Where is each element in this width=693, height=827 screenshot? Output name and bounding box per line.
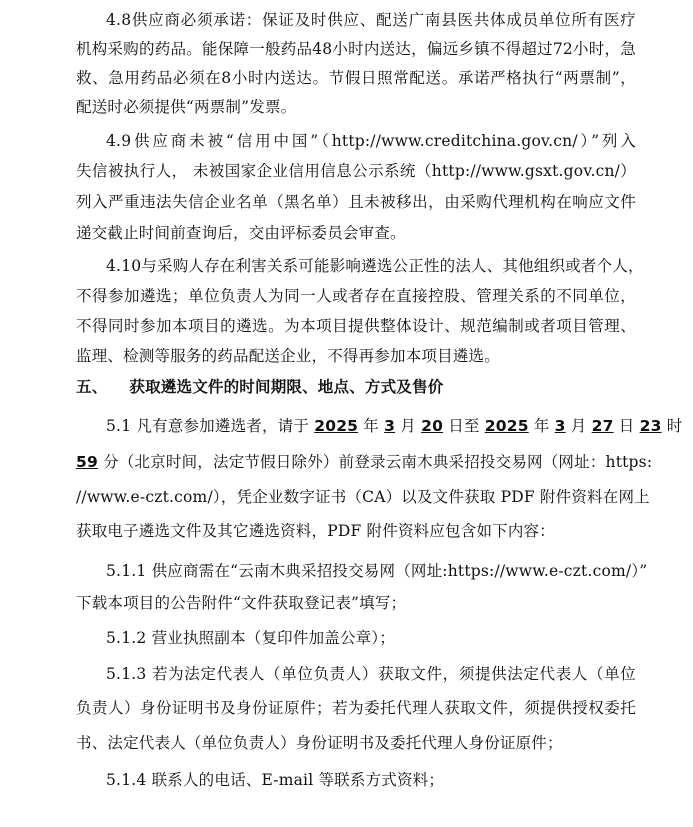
para-4-9-line-1: 4.9供应商未被“信用中国”（http://www.creditchina.gov.cn/）”列入 [106, 132, 636, 150]
para-5-1-prefix: 5.1 凡有意参加遴选者，请于 [106, 417, 315, 435]
end-hour: 23 [639, 417, 662, 435]
start-month: 3 [384, 417, 396, 435]
text-year-2: 年 [528, 417, 555, 435]
para-4-10-line-3: 不得同时参加本项目的遴选。为本项目提供整体设计、规范编制或者项目管理、 [76, 317, 636, 335]
para-5-1-line-2-rest: 分（北京时间，法定节假日除外）前登录云南木典采招投交易网（网址：https: [97, 453, 653, 471]
start-day: 20 [421, 417, 444, 435]
para-4-9-line-4: 递交截止时间前查询后，交由评标委员会审查。 [76, 224, 406, 242]
text-month-2: 月 [565, 417, 592, 435]
para-4-10-line-4: 监理、检测等服务的药品配送企业，不得再参加本项目遴选。 [76, 347, 500, 365]
para-4-10-line-1: 4.10与采购人存在利害关系可能影响遴选公正性的法人、其他组织或者个人， [106, 257, 644, 275]
para-4-8-line-1: 4.8供应商必须承诺：保证及时供应、配送广南县医共体成员单位所有医疗 [106, 11, 636, 29]
para-5-1-line-4: 获取电子遴选文件及其它遴选资料，PDF 附件资料应包含如下内容： [76, 522, 555, 540]
start-year: 2025 [314, 417, 359, 435]
para-5-1-line-2 [76, 452, 653, 472]
section-number: 五、 [76, 378, 108, 396]
para-4-8-line-4: 配送时必须提供“两票制”发票。 [76, 98, 297, 116]
para-5-1-3-line-3: 书、法定代表人（单位负责人）身份证明书及委托代理人身份证原件； [76, 734, 563, 752]
end-month: 3 [554, 417, 566, 435]
text-hour: 时 [661, 417, 683, 435]
para-5-1-1-line-1: 5.1.1 供应商需在“云南木典采招投交易网（网址:https://www.e-czt.com/）” [106, 562, 648, 580]
section-heading-5 [76, 377, 636, 397]
para-5-1-3-line-1: 5.1.3 若为法定代表人（单位负责人）获取文件，须提供法定代表人（单位 [106, 665, 636, 683]
end-day: 27 [591, 417, 614, 435]
para-5-1-line-3: //www.e-czt.com/），凭企业数字证书（CA）以及文件获取 PDF 附件资料在网上 [76, 488, 650, 506]
end-minute: 59 [76, 453, 98, 471]
text-year: 年 [358, 417, 385, 435]
para-4-9-line-2: 失信被执行人， 未被国家企业信用信息公示系统（http://www.gsxt.gov.cn/） [76, 162, 636, 180]
text-day-2: 日 [613, 417, 640, 435]
para-5-1-1-line-2: 下载本项目的公告附件“文件获取登记表”填写； [76, 594, 407, 612]
section-title: 获取遴选文件的时间期限、地点、方式及售价 [129, 378, 444, 396]
para-4-9-line-3: 列入严重违法失信企业名单（黑名单）且未被移出，由采购代理机构在响应文件 [76, 193, 636, 211]
para-4-10-line-2: 不得参加遴选；单位负责人为同一人或者存在直接控股、管理关系的不同单位， [76, 287, 636, 305]
para-5-1-3-line-2: 负责人）身份证明书及身份证原件；若为委托代理人获取文件，须提供授权委托 [76, 699, 636, 717]
para-5-1-line-1 [106, 416, 683, 436]
text-day-to: 日至 [443, 417, 485, 435]
para-4-8-line-3: 救、急用药品必须在8小时内送达。节假日照常配送。承诺严格执行“两票制”， [76, 69, 636, 87]
end-year: 2025 [484, 417, 529, 435]
text-month: 月 [395, 417, 422, 435]
para-5-1-4-line-1: 5.1.4 联系人的电话、E-mail 等联系方式资料； [106, 771, 445, 789]
para-4-8-line-2: 机构采购的药品。能保障一般药品48小时内送达，偏远乡镇不得超过72小时，急 [76, 40, 636, 58]
para-5-1-2-line-1: 5.1.2 营业执照副本（复印件加盖公章）； [106, 629, 396, 647]
